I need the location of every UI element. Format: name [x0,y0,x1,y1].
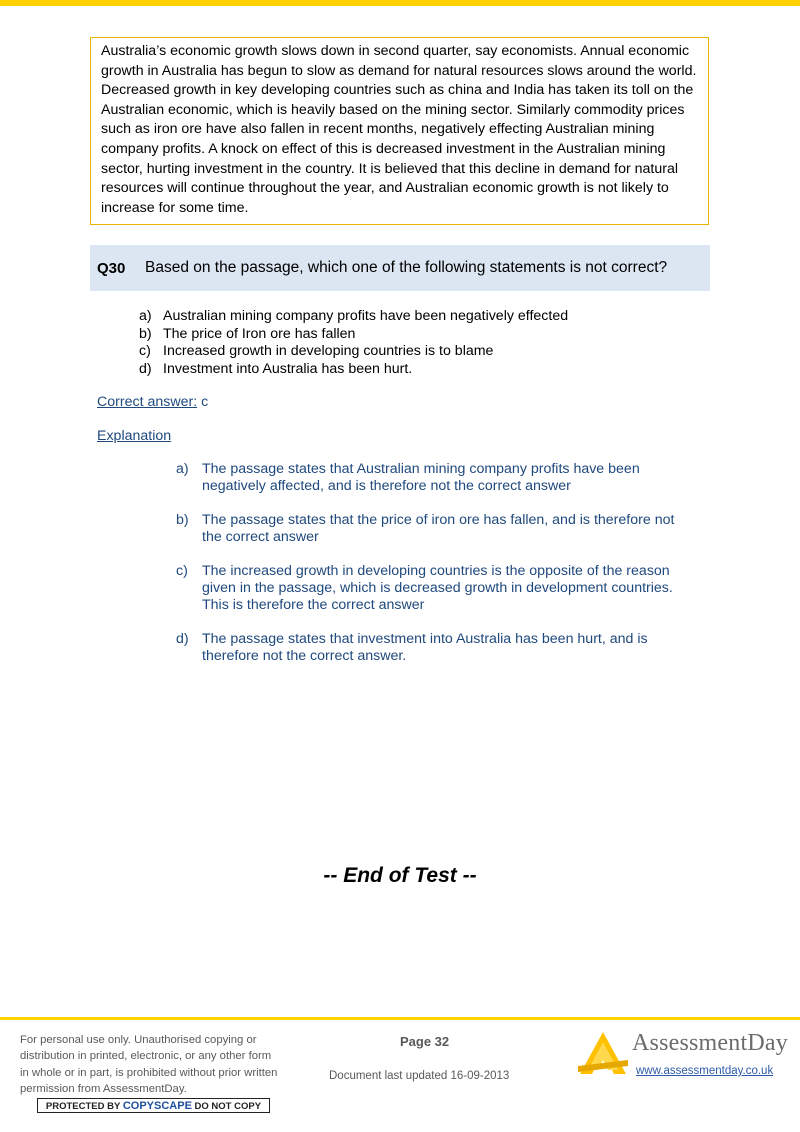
explanation-letter: a) [176,461,189,477]
correct-answer-value: c [201,394,209,410]
website-link[interactable]: www.assessmentday.co.uk [636,1065,774,1077]
option-letter: b) [139,325,152,342]
option-letter: a) [139,308,152,324]
document-updated: Document last updated 16-09-2013 [329,1070,510,1082]
option-text: Australian mining company profits have been negatively effected [163,308,569,324]
explanation-letter: d) [176,631,189,647]
question-bar [90,245,710,291]
option-c [139,343,568,361]
passage-text: Australia’s economic growth slows down in second quarter, say economists. Annual economic growth in Australia has begun to slow as demand for natural resources slows around the world. Decreased growth in key developing countries such as china and India has taken its toll on the Australian economic, which is heavily based on the mining sector. Similarly commodity prices such as iron ore have also fallen in recent months, negatively effecting Australian mining company profits. A knock on effect of this is decreased investment in the Australian mining sector, hurting investment in the country. It is believed that this decline in demand for natural resources will continue throughout the year, and Australian economic growth is not likely to increase for some time. [101,43,697,216]
option-text: Investment into Australia has been hurt. [163,360,413,377]
option-letter: c) [139,343,151,359]
question-text: Based on the passage, which one of the following statements is not correct? [145,259,668,276]
option-letter: d) [139,360,152,377]
explanation-letter: c) [176,563,188,579]
answer-options [139,308,568,378]
badge-prefix: PROTECTED BY [45,1101,121,1112]
badge-suffix: DO NOT COPY [194,1101,262,1112]
explanation-list [176,461,696,665]
option-text: The price of Iron ore has fallen [163,325,356,342]
question-number: Q30 [97,260,126,277]
option-a [139,308,568,326]
explanation-item-c [176,563,696,614]
option-b [139,326,568,344]
explanation-text: The passage states that the price of iron ore has fallen, and is therefore not the correct answer [202,512,675,545]
correct-answer-label: Correct answer: [97,394,198,410]
correct-answer [97,394,208,410]
explanation-letter: b) [176,512,189,528]
explanation-heading: Explanation [97,428,172,444]
page-number: Page 32 [400,1034,450,1049]
copyscape-badge[interactable] [37,1098,270,1113]
explanation-item-a [176,461,696,495]
logo-wordmark: AssessmentDay [632,1030,788,1056]
copyright-notice: For personal use only. Unauthorised copying or distribution in printed, electronic, or any other form in whole or in part, is prohibited without prior written permission from AssessmentDay. [20,1034,278,1095]
explanation-item-d [176,631,696,665]
explanation-text: The passage states that Australian mining company profits have been negatively affected, and is therefore not the correct answer [202,461,640,494]
badge-brand: COPYSCAPE [122,1100,192,1112]
option-text: Increased growth in developing countries is to blame [163,343,494,359]
explanation-item-b [176,512,696,546]
footer-divider [0,1017,800,1020]
explanation-text: The increased growth in developing countries is the opposite of the reason given in the passage, which is decreased growth in development countries. This is therefore the correct answer [202,563,673,613]
top-accent-bar [0,0,800,6]
end-of-test-text: -- End of Test -- [323,864,477,887]
option-d [139,361,568,379]
assessmentday-logo-icon [578,1030,628,1076]
passage-box [90,37,709,225]
explanation-text: The passage states that investment into Australia has been hurt, and is therefore not the correct answer. [202,631,648,664]
